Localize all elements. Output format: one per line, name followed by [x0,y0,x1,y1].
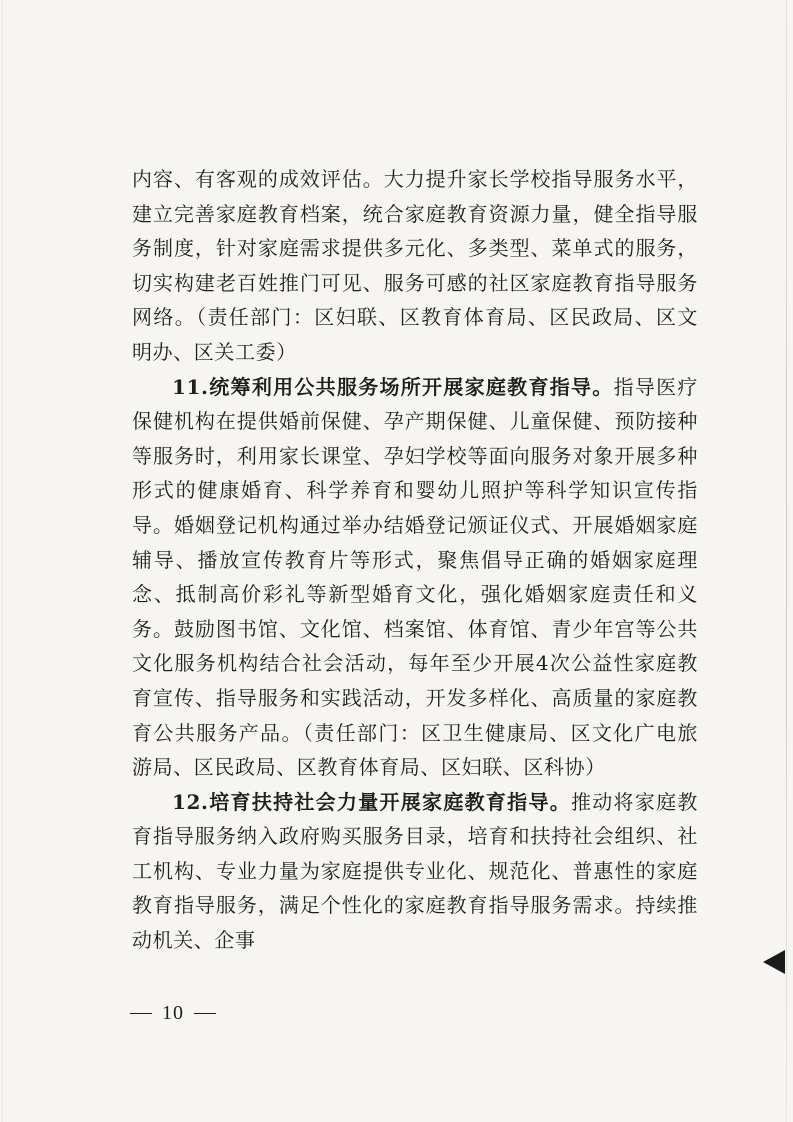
paragraph-continuation [132,162,698,370]
triangle-marker-icon [763,950,785,974]
scan-edge-left [2,0,3,1122]
item-12-heading: 12.培育扶持社会力量开展家庭教育指导。 [172,789,571,814]
page-number [130,1000,216,1025]
paragraph-item-11 [132,370,698,785]
document-body [132,162,698,958]
page-number-dash-left [130,1013,152,1015]
paragraph-body: 内容、有客观的成效评估。大力提升家长学校指导服务水平，建立完善家庭教育档案，统合家庭教育资源力量，健全指导服务制度，针对家庭需求提供多元化、多类型、菜单式的服务，切实构建老百姓推门可见、服务可感的社区家庭教育指导服务网络。（责任部门：区妇联、区教育体育局、区民政局、区文明办、区关工委） [132,167,698,364]
paragraph-item-12 [132,785,698,958]
item-11-body: 指导医疗保健机构在提供婚前保健、孕产期保健、儿童保健、预防接种等服务时，利用家长课堂、孕妇学校等面向服务对象开展多种形式的健康婚育、科学养育和婴幼儿照护等科学知识宣传指导。婚姻登记机构通过举办结婚登记颁证仪式、开展婚姻家庭辅导、播放宣传教育片等形式，聚焦倡导正确的婚姻家庭理念、抵制高价彩礼等新型婚育文化，强化婚姻家庭责任和义务。鼓励图书馆、文化馆、档案馆、体育馆、青少年宫等公共文化服务机构结合社会活动，每年至少开展4次公益性家庭教育宣传、指导服务和实践活动，开发多样化、高质量的家庭教育公共服务产品。（责任部门：区卫生健康局、区文化广电旅游局、区民政局、区教育体育局、区妇联、区科协） [132,374,698,780]
page-number-dash-right [194,1013,216,1015]
item-12-body: 推动将家庭教育指导服务纳入政府购买服务目录，培育和扶持社会组织、社工机构、专业力量为家庭提供专业化、规范化、普惠性的家庭教育指导服务，满足个性化的家庭教育指导服务需求。持续推动机关、企事 [132,789,698,953]
item-11-heading: 11.统筹利用公共服务场所开展家庭教育指导。 [172,374,614,399]
page-number-value: 10 [162,1002,184,1024]
scan-edge-right [786,0,787,1122]
